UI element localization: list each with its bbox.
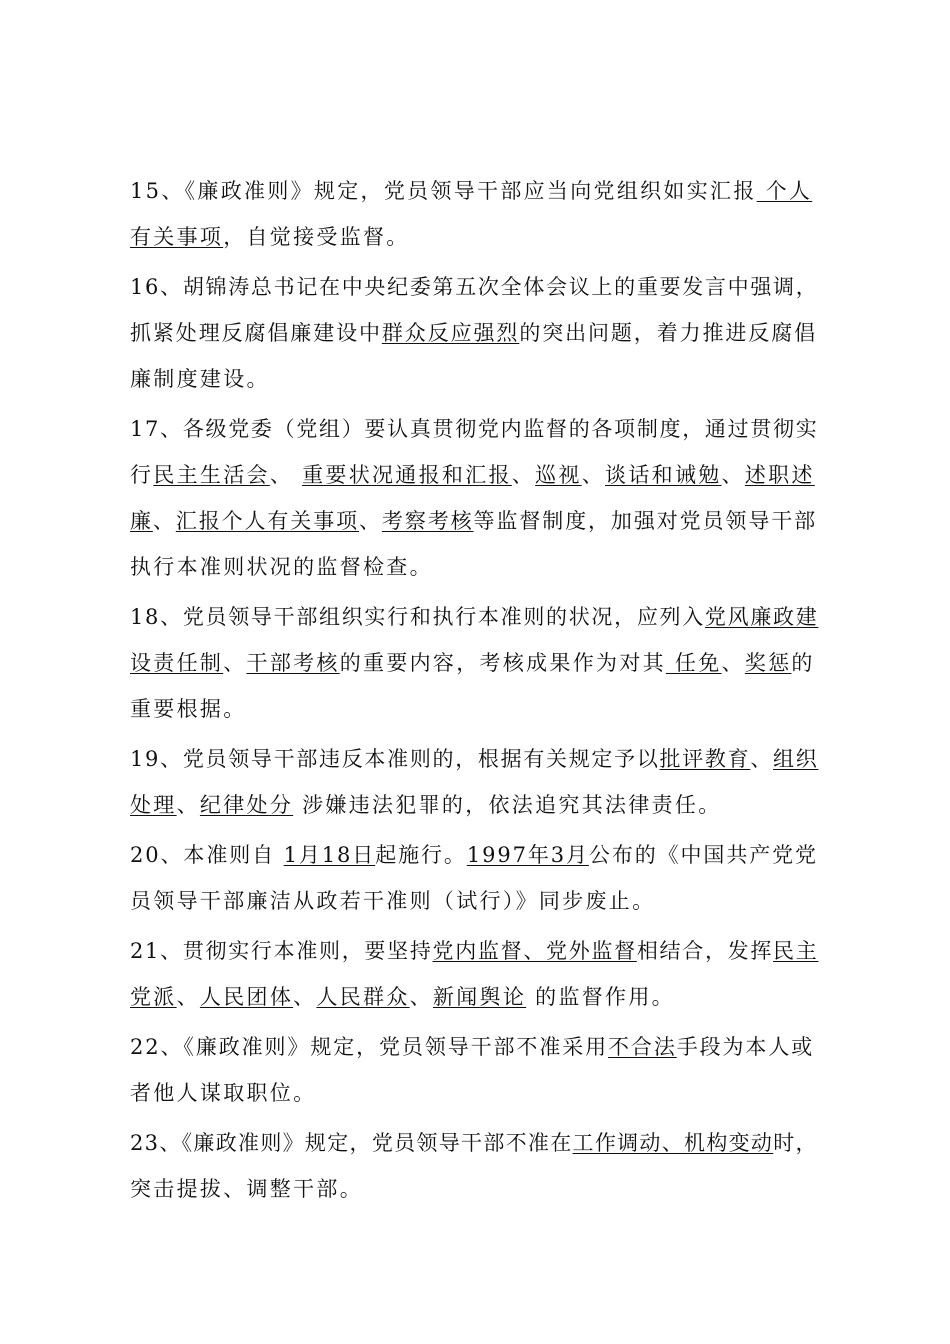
text-segment: 、 — [176, 793, 200, 817]
text-segment: 等监督制度，加强对党员领导干部 — [473, 509, 818, 533]
text-segment: 的重要内容，考核成果作为对其 — [339, 651, 666, 675]
underlined-answer: 1月18日 — [283, 843, 376, 867]
text-line — [130, 214, 818, 260]
text-line — [130, 264, 818, 310]
text-line — [130, 452, 818, 498]
qa-item — [130, 1024, 818, 1116]
text-segment: 16、胡锦涛总书记在中央纪委第五次全体会议上的重要发言中强调， — [130, 275, 819, 299]
text-segment: 突击提拔、调整干部。 — [130, 1177, 363, 1201]
qa-item — [130, 168, 818, 260]
qa-item — [130, 406, 818, 590]
text-line — [130, 878, 818, 924]
text-line — [130, 686, 818, 732]
text-segment: 21、贯彻实行本准则，要坚持 — [130, 939, 433, 963]
underlined-answer: 不合法 — [608, 1035, 677, 1059]
underlined-answer: 汇报个人有关事项 — [175, 509, 360, 533]
text-segment: 的突出问题，着力推进反腐倡 — [519, 321, 818, 345]
text-line — [130, 1120, 818, 1166]
text-segment: 公布的《中国共产党党 — [588, 843, 818, 867]
text-segment: 抓紧处理反腐倡廉建设中 — [130, 321, 382, 345]
underlined-answer: 述职述 — [744, 463, 815, 487]
text-line — [130, 406, 818, 452]
text-segment: 手段为本人或 — [676, 1035, 815, 1059]
text-line — [130, 928, 818, 974]
text-line — [130, 1024, 818, 1070]
underlined-answer: 任免 — [665, 651, 722, 675]
underlined-answer: 群众反应强烈 — [381, 321, 520, 345]
text-segment: 行 — [130, 463, 154, 487]
text-line — [130, 544, 818, 590]
underlined-answer: 民主 — [773, 939, 819, 963]
underlined-answer: 处理 — [130, 793, 177, 817]
text-segment: 、 — [409, 985, 433, 1009]
text-segment: 者他人谋取职位。 — [130, 1081, 317, 1105]
qa-item — [130, 832, 818, 924]
text-segment: ，自觉接受监督。 — [223, 225, 410, 249]
text-segment: 起施行。 — [375, 843, 467, 867]
text-segment: 20、本准则自 — [130, 843, 284, 867]
underlined-answer: 1997年3月 — [466, 843, 589, 867]
underlined-answer: 党内监督、党外监督 — [432, 939, 637, 963]
text-line — [130, 640, 818, 686]
text-line — [130, 1070, 818, 1116]
text-segment: 、 — [721, 463, 745, 487]
qa-item — [130, 736, 818, 828]
text-segment: 22、《廉政准则》规定，党员领导干部不准采用 — [130, 1035, 609, 1059]
underlined-answer: 党派 — [130, 985, 177, 1009]
underlined-answer: 新闻舆论 — [432, 985, 527, 1009]
text-segment: 18、党员领导干部组织实行和执行本准则的状况，应列入 — [130, 605, 705, 629]
text-segment: 17、各级党委（党组）要认真贯彻党内监督的各项制度，通过贯彻实 — [130, 417, 819, 441]
underlined-answer: 干部考核 — [246, 651, 340, 675]
text-segment: 、 — [721, 651, 745, 675]
underlined-answer: 党风廉政建 — [704, 605, 819, 629]
text-segment: 、 — [269, 463, 303, 487]
underlined-answer: 工作调动、机构变动 — [572, 1131, 774, 1155]
underlined-answer: 重要状况通报和汇报 — [302, 463, 512, 487]
text-segment: 、 — [152, 509, 176, 533]
underlined-answer: 批评教育 — [659, 747, 751, 771]
underlined-answer: 有关事项 — [130, 225, 224, 249]
text-line — [130, 736, 818, 782]
text-segment: 的 — [791, 651, 815, 675]
text-segment: 的监督作用。 — [526, 985, 675, 1009]
text-line — [130, 168, 818, 214]
text-line — [130, 832, 818, 878]
underlined-answer: 民主生活会 — [153, 463, 270, 487]
text-segment: 相结合，发挥 — [636, 939, 774, 963]
text-segment: 执行本准则状况的监督检查。 — [130, 555, 433, 579]
text-segment: 员领导干部廉洁从政若干准则（试行）》同步废止。 — [130, 889, 656, 913]
qa-item — [130, 928, 818, 1020]
text-segment: 、 — [581, 463, 606, 487]
text-segment: 廉制度建设。 — [130, 367, 270, 391]
text-line — [130, 1166, 818, 1212]
underlined-answer: 巡视 — [535, 463, 582, 487]
text-line — [130, 498, 818, 544]
underlined-answer: 廉 — [130, 509, 153, 533]
underlined-answer: 组织 — [773, 747, 819, 771]
text-segment: 、 — [293, 985, 317, 1009]
text-segment: 、 — [359, 509, 382, 533]
text-segment: 、 — [511, 463, 536, 487]
underlined-answer: 纪律处分 — [199, 793, 294, 817]
qa-item — [130, 594, 818, 732]
underlined-answer: 奖惩 — [744, 651, 792, 675]
text-line — [130, 974, 818, 1020]
document-page — [130, 168, 818, 1216]
text-segment: 时， — [773, 1131, 818, 1155]
text-line — [130, 356, 818, 402]
text-segment: 、 — [176, 985, 200, 1009]
underlined-answer: 人民团体 — [199, 985, 294, 1009]
text-line — [130, 594, 818, 640]
underlined-answer: 考察考核 — [381, 509, 474, 533]
text-segment: 23、《廉政准则》规定，党员领导干部不准在 — [130, 1131, 573, 1155]
text-segment: 19、党员领导干部违反本准则的，根据有关规定予以 — [130, 747, 660, 771]
qa-item — [130, 1120, 818, 1212]
qa-item — [130, 264, 818, 402]
text-segment: 、 — [750, 747, 774, 771]
text-segment: 、 — [223, 651, 247, 675]
underlined-answer: 设责任制 — [130, 651, 224, 675]
underlined-answer: 个人 — [756, 179, 813, 203]
text-line — [130, 782, 818, 828]
text-line — [130, 310, 818, 356]
text-segment: 15、《廉政准则》规定，党员领导干部应当向党组织如实汇报 — [130, 179, 757, 203]
text-segment: 涉嫌违法犯罪的，依法追究其法律责任。 — [293, 793, 722, 817]
underlined-answer: 人民群众 — [316, 985, 410, 1009]
text-segment: 重要根据。 — [130, 697, 247, 721]
underlined-answer: 谈话和诫勉 — [605, 463, 722, 487]
